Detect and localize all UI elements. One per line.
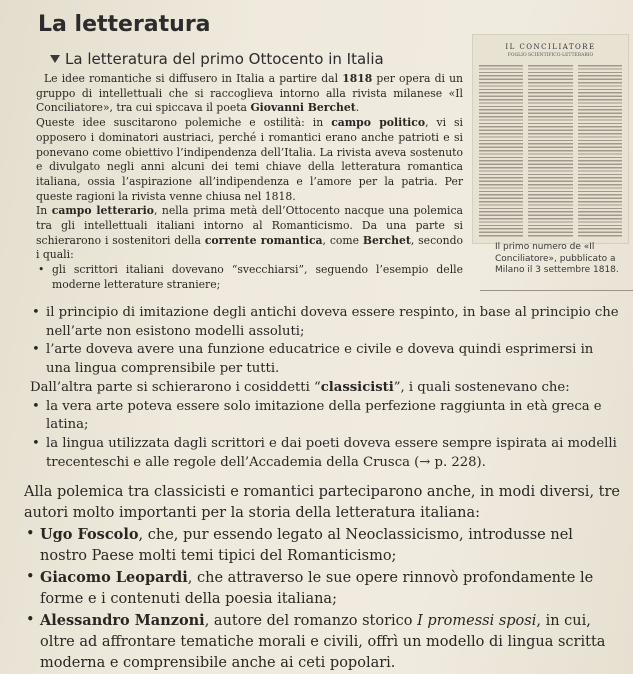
newspaper-column [528, 65, 572, 237]
work-title: I promessi sposi [417, 613, 537, 629]
term-highlight: campo politico [331, 116, 426, 130]
authors-section [24, 482, 624, 674]
author-item [24, 610, 624, 674]
authors-list [24, 524, 624, 674]
text: , vi si opposero i dominatori austriaci, perché i romantici erano anche patrioti e si ponevano come obiettivo l’indipendenza dell’Italia. La rivista aveva sostenuto e divulgato negli anni alcuni dei temi chiave della letteratura romantica italiana, ossia l’aspirazione all’indipendenza e l’amore per la patria. Per queste ragioni la rivista venne chiusa nel 1818. [36, 116, 464, 203]
text: . [355, 101, 360, 115]
text: ”, i quali sostenevano che: [393, 379, 570, 395]
newspaper-column [479, 65, 523, 237]
page-title: La letteratura [38, 12, 211, 37]
text: , autore del romanzo storico [204, 613, 418, 629]
caption-divider [480, 290, 633, 291]
term-highlight: campo letterario [51, 204, 154, 218]
year-highlight: 1818 [342, 72, 373, 85]
author-item [24, 524, 624, 567]
author-highlight: Berchet [362, 233, 411, 247]
text: Le idee romantiche si diffusero in Italia a partire dal [44, 72, 343, 85]
term-highlight: classicisti [320, 379, 394, 395]
paragraph-origin [36, 72, 463, 116]
newspaper-subhead: FOGLIO SCIENTIFICO-LETTERARIO [507, 53, 594, 58]
author-highlight: Giovanni Berchet [250, 101, 356, 115]
author-name: Ugo Foscolo [40, 526, 139, 543]
author-name: Giacomo Leopardi [40, 569, 188, 586]
classicist-list [30, 398, 620, 473]
author-item [24, 567, 624, 610]
text: , secondo i quali: [36, 233, 463, 262]
paragraph-literary [36, 204, 463, 263]
newspaper-columns [479, 65, 622, 237]
intro-paragraphs [36, 72, 463, 293]
text: Queste idee suscitarono polemiche e ostilità: in [36, 116, 332, 130]
section-subtitle [50, 50, 384, 68]
list-item: • la vera arte poteva essere solo imitazione della perfezione raggiunta in età greca e latina; [30, 398, 620, 435]
list-item: • gli scrittori italiani dovevano “svecchiarsi”, seguendo l’esempio delle moderne letterature straniere; [36, 263, 463, 292]
text: , che, pur essendo legato al Neoclassicismo, introdusse nel nostro Paese molti temi tipici del Romanticismo; [40, 527, 573, 564]
list-item: • l’arte doveva avere una funzione educatrice e civile e doveva quindi esprimersi in una lingua comprensibile per tutti. [30, 341, 620, 378]
text: Dall’altra parte si schierarono i cosiddetti “ [30, 379, 321, 395]
figure-caption: Il primo numero de «Il Conciliatore», pubblicato a Milano il 3 settembre 1818. [495, 242, 619, 276]
paragraph-authors-intro: Alla polemica tra classicisti e romantici parteciparono anche, in modi diversi, tre autori molto importanti per la storia della letteratura italiana: [24, 484, 621, 521]
newspaper-masthead: IL CONCILIATORE [505, 43, 596, 51]
romantic-list-continued [30, 304, 620, 472]
text: , in cui, oltre ad affrontare tematiche morali e civili, offrì un modello di lingua scritta moderna e comprensibile anche ai ceti popolari. [40, 613, 606, 671]
triangle-bullet-icon [50, 55, 60, 63]
author-name: Alessandro Manzoni [40, 612, 205, 629]
text: In [36, 204, 52, 218]
text: per opera di un gruppo di intellettuali che si raccoglieva intorno alla rivista milanese «Il Conciliatore», tra cui spiccava il poeta [36, 72, 464, 115]
newspaper-image [472, 34, 629, 244]
paragraph-classicists [30, 379, 620, 398]
romantic-list [36, 263, 463, 292]
newspaper-column [578, 65, 622, 237]
section-subtitle-text: La letteratura del primo Ottocento in Italia [65, 50, 384, 68]
paragraph-political [36, 116, 463, 204]
list-item: • il principio di imitazione degli antichi doveva essere respinto, in base al principio che nell’arte non esistono modelli assoluti; [30, 304, 620, 341]
text: , nella prima metà dell’Ottocento nacque una polemica tra gli intellettuali italiani intorno al Romanticismo. Da una parte si schierarono i sostenitori della [36, 204, 463, 247]
term-highlight: corrente romantica [204, 233, 323, 247]
text: , come [322, 233, 363, 247]
text: , che attraverso le sue opere rinnovò profondamente le forme e i contenuti della poesia italiana; [40, 570, 594, 607]
list-item: • la lingua utilizzata dagli scrittori e dai poeti doveva essere sempre ispirata ai modelli trecenteschi e alle regole dell’Accademia della Crusca (→ p. 228). [30, 435, 620, 472]
